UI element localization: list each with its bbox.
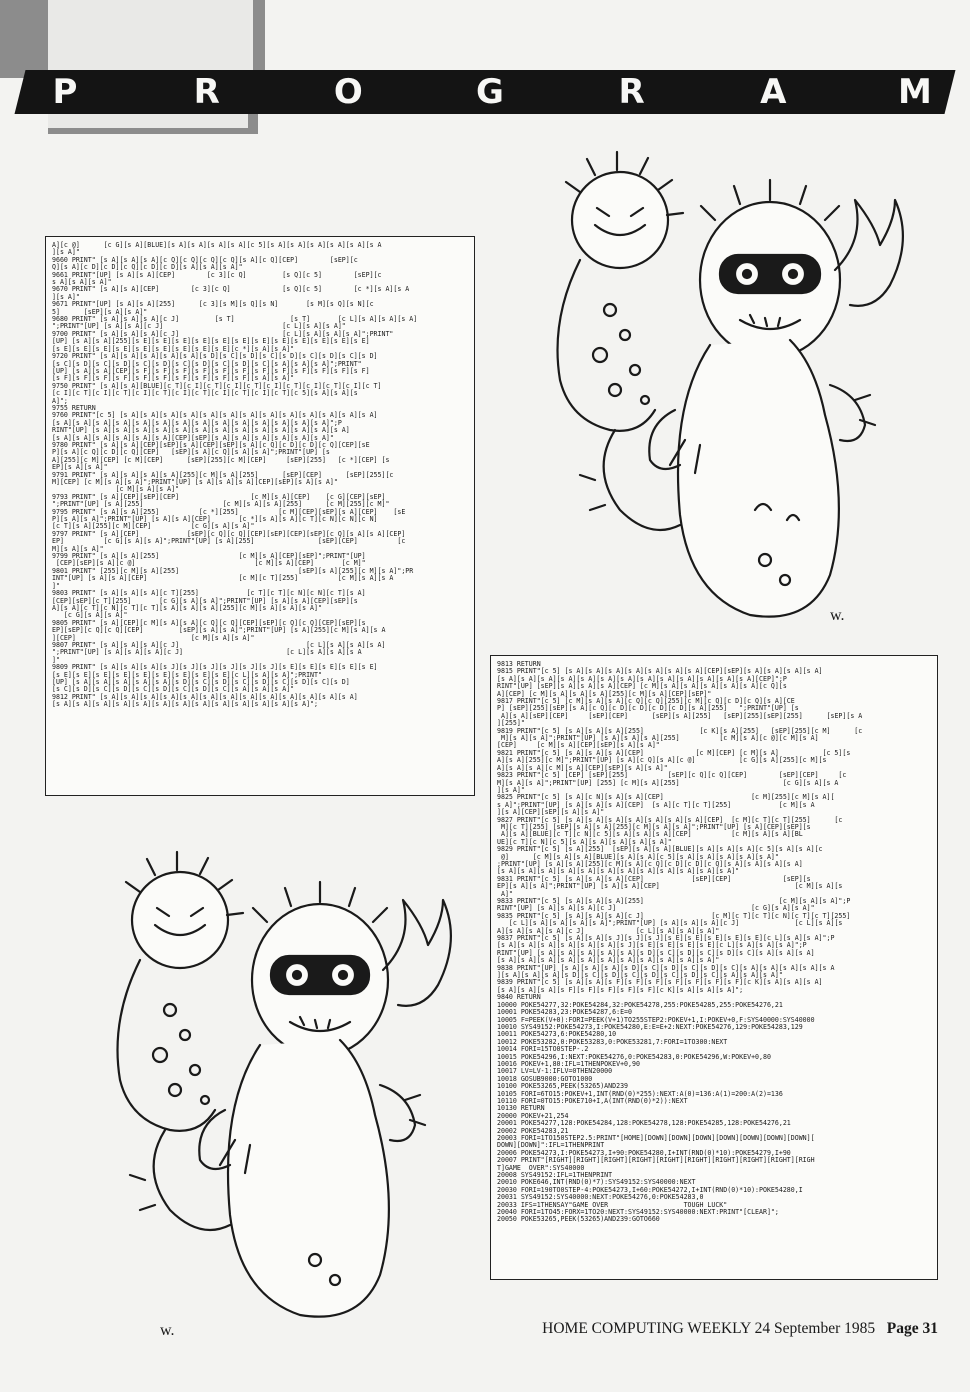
code-line: ;PRINT"[UP] [s A][s A][255][c M][s A][c Q][c D][c D][c Q][s A][s A][s A][s A] [497, 859, 803, 868]
code-line: T]GAME OVER":SYS40000 [497, 1163, 585, 1172]
code-line: 9803 PRINT" [s A][s A][s A][c T][255] [c T][c T][c N][c N][c T][s A] [52, 589, 366, 598]
banner-letter: M [898, 72, 932, 112]
code-line: 10110 FORI=0TO15:POKE710+I,A(INT(RND(0)*2)):NEXT [497, 1096, 688, 1105]
code-line: A][s A][s A][c M][s A][CEP][sEP][s A][s A]" [497, 763, 668, 772]
code-line: [c M][s A][s A]" [52, 485, 180, 494]
code-line: 9812 PRINT" [s A][s A][s A][s A][s A][s A][s A][s A][s A][s A][s A][s A][s A] [52, 692, 358, 701]
code-line: EP][sEP][c Q][c Q][CEP] [sEP][s A][s A]";PRINT"[UP] [s A][255][c M][s A][s A [52, 626, 386, 635]
code-line: M][s A][s A]";PRINT"[UP] [s A][s A][s A][255] [c M][s A][c @][c M][s A] [497, 734, 819, 743]
code-line: [UP] [s A][s A][255][s E][s E][s E][s E][s E][s E][s E][s E][s E][s E][s E][s E] [52, 337, 370, 346]
code-line: 20031 SYS49152:SYS40000:NEXT:POKE54276,0:POKE54283,0 [497, 1193, 704, 1202]
code-line: 10010 SYS49152:POKE54273,I:POKE54280,E:E=E+2:NEXT:POKE54276,129:POKE54283,129 [497, 1022, 803, 1031]
code-line: ";PRINT"[UP] [s A][s A][s A][c J] [c L][s A][s A][s A [52, 648, 362, 657]
code-line: A][s A][c T][c N][c T][c T][s A][s A][s A][255][c M][s A][s A][s A]" [52, 603, 322, 612]
code-line: P][s A][c Q][c D][c Q][CEP] [sEP][s A][c Q][s A][s A]";PRINT"[UP] [s [52, 448, 330, 457]
code-line: RINT"[UP] [s A][s A][s A][c J] [c G][s A][s A]" [497, 904, 815, 913]
code-line: ][255]" [497, 719, 525, 728]
banner-letter: G [476, 72, 504, 112]
code-line: [s C][s D][s C][s D][s C][s D][s C][s D][s C][s D][s C][s A][s A][s A]";PRINT" [52, 359, 362, 368]
code-line: 9821 PRINT"[c 5] [s A][s A][s A][CEP] [c M][CEP] [c M][s A] [c 5][s [497, 748, 851, 757]
code-line: M][s A][s A]" [52, 544, 104, 553]
code-line: [s A][s A][s A][s A][s A][s A][s A][s A][s A][s A][s A][s A][s A][s A]";P [52, 418, 342, 427]
code-line: 20050 POKE53265,PEEK(53265)AND239:GOTO660 [497, 1215, 660, 1224]
code-line: 9750 PRINT" [s A][s A][BLUE][c T][c I][c T][c I][c T][c I][c T][c I][c T][c I][c T] [52, 381, 382, 390]
code-line: ][s A][CEP][sEP][s A][s A]" [497, 808, 605, 817]
banner-letter: P [52, 72, 78, 112]
code-line: UE][c T][c N][c 5][s A][s A][s A][s A][s A]" [497, 837, 672, 846]
code-line: 20001 POKE54277,128:POKE54284,128:POKE54278,128:POKE54285,128:POKE54276,21 [497, 1119, 791, 1128]
code-line: RINT"[UP] [sEP][s A][s A][s A][CEP] [c M][s A][s A][s A][s A][s A][c Q][s [497, 682, 787, 691]
banner-letter: R [193, 72, 220, 112]
code-line: [UP] [s A][s A][CEP][s F][s F][s F][s F][s F][s F][s F][s F][s F][s F][s F][s F] [52, 366, 370, 375]
page-footer [498, 1320, 938, 1338]
code-line: Q][s A][c D][c D][c Q][c D][c D][s A][s A][s A]" [52, 263, 243, 272]
code-line: 10018 GOSUB9000:GOTO1000 [497, 1074, 593, 1083]
code-line: 9670 PRINT" [s A][s A][CEP] [c 3][c Q] [s Q][c 5] [c *][s A][s A [52, 285, 410, 294]
code-line: 9835 PRINT"[c 5] [s A][s A][s A][c J] [c M][c T][c T][c N][c T][c T][255] [497, 911, 851, 920]
code-line: A]"; [52, 396, 68, 405]
code-line: 10130 RETURN [497, 1104, 545, 1113]
basic-listing-right [490, 655, 938, 1280]
code-line: 9837 PRINT"[c 5] [s A][s A][s J][s J][s J][s E][s E][s E][s E][s E][c L][s A][s A]";P [497, 934, 835, 943]
code-line: M][s A][s A]";PRINT"[UP] [255] [c M][s A][255] [c G][s A][s A [497, 778, 839, 787]
code-line: 9671 PRINT"[UP] [s A][s A][255] [c 3][s M][s Q][s N] [s M][s Q][s N][c [52, 300, 374, 309]
code-line: P] [sEP][255][sEP][s A][c Q][c D][c D][c D][c D][s A][255] ";PRINT"[UP] [s [497, 704, 799, 713]
code-line: 9809 PRINT" [s A][s A][s A][s J][s J][s J][s J][s J][s J][s E][s E][s E][s E][s E] [52, 663, 378, 672]
code-line: RINT"[UP] [s A][s A][s A][s A][s A][s D][s C][s D][s C][s D][s C][s A][s A][s A] [497, 948, 815, 957]
code-line: 9801 PRINT" [255][c M][s A][255] [sEP][s A][255][c M][s A]";PR [52, 566, 414, 575]
code-line: 9823 PRINT"[c 5] [CEP] [sEP][255] [sEP][c Q][c Q][CEP] [sEP][CEP] [c [497, 771, 847, 780]
code-line: [s E][s E][s E][s E][s E][s E][s E][s E][s E][c L][s A][s A]";PRINT" [52, 670, 322, 679]
code-line: M][c T][255] [sEP][s A][s A][255][c M][s A][s A]";PRINT"[UP] [s A][CEP][sEP][s [497, 822, 811, 831]
code-line: 20003 FORI=1TO150STEP2.5:PRINT"[HOME][DOWN][DOWN][DOWN][DOWN][DOWN][DOWN][DOWN][ [497, 1134, 815, 1142]
code-line: 9813 RETURN [497, 660, 541, 668]
banner-letter: O [333, 72, 363, 112]
code-line: 20033 IFS=1THENSAY"GAME OVER TOUGH LUCK" [497, 1200, 728, 1209]
code-line: 9661 PRINT"[UP] [s A][s A][CEP] [c 3][c Q] [s Q][c 5] [sEP][c [52, 270, 382, 279]
banner-letter: R [618, 72, 645, 112]
code-line: 10100 POKE53265,PEEK(53265)AND239 [497, 1082, 629, 1091]
code-line: [CEP] [c M][s A][CEP][sEP][s A][s A]" [497, 741, 660, 750]
code-line: ][s A]" [497, 785, 525, 794]
code-line: [CEP][sEP][s A][c @] [c M][s A][CEP] [c M]" [52, 559, 366, 568]
code-line: 9805 PRINT" [s A][CEP][c M][s A][s A][c Q][c Q][CEP][sEP][c Q][c Q][CEP][sEP][s [52, 618, 366, 627]
code-line: 9797 PRINT" [s A][CEP] [sEP][c Q][c Q][CEP][sEP][CEP][sEP][c Q][s A][s A][CEP] [52, 529, 406, 538]
code-line: [s C][s D][s C][s D][s C][s D][s C][s D][s C][s A][s A][s A]" [52, 685, 295, 694]
code-line: 10016 POKEV+1,80:IFL=1THENPOKEV+0,90 [497, 1059, 640, 1068]
code-line: 9760 PRINT"[c 5] [s A][s A][s A][s A][s A][s A][s A][s A][s A][s A][s A][s A][s A] [52, 411, 378, 420]
code-line: M][CEP] [c M][s A][s A]";PRINT"[UP] [s A][s A][s A][CEP][sEP][s A][s A]" [52, 478, 338, 486]
code-line: 9819 PRINT"[c 5] [s A][s A][s A][255] [c K][s A][255] [sEP][255][c M] [c [497, 726, 863, 735]
code-line: [UP] [s A][s A][s A][s A][s A][s D][s C][s D][s C][s D][s C][s D][s C][s D] [52, 677, 350, 686]
code-line: [s A][s A][s A][s A][s A][s A][CEP][sEP][s A][s A][s A][s A][s A][s A]" [52, 433, 334, 442]
code-line: 9833 PRINT"[c 5] [s A][s A][s A][255] [c M][s A][s A]";P [497, 897, 851, 905]
page-number: Page 31 [886, 1320, 938, 1337]
code-line: EP][s A][s A]";PRINT"[UP] [s A][s A][CEP] [c M][s A][s [497, 882, 843, 891]
code-line: 9815 PRINT"[c 5] [s A][s A][s A][s A][s A][s A][s A][CEP][sEP][s A][s A][s A][s A] [497, 667, 823, 676]
code-line: 20002 POKE54283,21 [497, 1126, 569, 1135]
code-line: [s E][s E][s E][s E][s E][s E][s E][s E][s E][c *][s A][s A]" [52, 344, 295, 353]
code-line: [c I][c T][c I][c T][c I][c T][c I][c T][c I][c T][c I][c T][c 5][s A][s A][s [52, 389, 358, 398]
code-line: EP][s A][s A]" [52, 463, 108, 472]
code-line: [s A][s A][s A][s A][s A][s A][s A][s A][s A][s A][s A][s A][s A][CEP]";P [497, 674, 787, 683]
monster-illustration-top [525, 100, 925, 640]
publication-name: HOME COMPUTING WEEKLY 24 September 1985 [542, 1320, 876, 1337]
code-line: [CEP][sEP][c T][255] [c G][s A][s A]";PRINT"[UP] [s A][s A][CEP][sEP][s [52, 596, 358, 605]
code-line: 9780 PRINT" [s A][s A][CEP][sEP][s A][CEP][sEP][s A][c Q][c D][c D][c Q][CEP][sE [52, 440, 370, 449]
code-line: 9660 PRINT" [s A][s A][s A][c Q][c Q][c Q][c Q][s A][c Q][CEP] [sEP][c [52, 255, 358, 264]
code-line: s A]";PRINT"[UP] [s A][s A][s A][CEP] [s A][c T][c T][255] [c M][s A [497, 800, 815, 809]
code-line: 20040 FORI=1TO45:FORX=1TO20:NEXT:SYS49152:SYS40000:NEXT:PRINT"[CLEAR]"; [497, 1208, 779, 1217]
code-line: 10015 POKE54296,I:NEXT:POKE54276,0:POKE54283,0:POKE54296,W:POKEV+0,80 [497, 1052, 771, 1061]
code-line: A][255][c M][CEP] [c M][CEP] [sEP][255][c M][CEP] [sEP][255] [c *][CEP] [s [52, 455, 390, 464]
monster-illustration-bottom [85, 810, 465, 1350]
code-line: 9831 PRINT"[c 5] [s A][s A][s A][CEP] [sEP][CEP] [sEP][s [497, 874, 811, 883]
code-line: 10000 POKE54277,32:POKE54284,32:POKE54278,255:POKE54285,255:POKE54276,21 [497, 1000, 783, 1009]
code-line: A][c @] [c G][s A][BLUE][s A][s A][s A][s A][c 5][s A][s A][s A][s A][s A][s A [52, 241, 382, 249]
code-line: 5] [sEP][s A][s A]" [52, 307, 148, 316]
code-line: RINT"[UP] [s A][s A][s A][s A][s A][s A][s A][s A][s A][s A][s A][s A][s A] [52, 426, 350, 435]
code-line: 9838 PRINT"[UP] [s A][s A][s A][s D][s C][s D][s C][s D][s C][s A][s A][s A][s A][s A [497, 963, 835, 972]
code-line: A][s A][s A][s A][c J] [c L][s A][s A][s A]" [497, 926, 720, 935]
code-line: P][s A][s A]";PRINT"[UP] [s A][s A][CEP] [c *][s A][s A][c T][c N][c N][c N] [52, 515, 378, 524]
code-line: A][s A][BLUE][c T][c N][c 5][s A][s A][s A][CEP] [c M][s A][s A][BL [497, 830, 803, 839]
code-line: 10014 FORI=15TO0STEP-.2 [497, 1045, 589, 1054]
code-line: [s A][s A][s A][s A][s A][s A][s J][s E][s E][s E][s E][c L][s A][s A][s A]";P [497, 941, 807, 950]
code-line: 9795 PRINT" [s A][s A][255] [c *][255] [c M][CEP][sEP][s A][CEP] [sE [52, 507, 406, 516]
code-line: ][CEP] [c M][s A][s A]" [52, 633, 255, 642]
code-line: 10011 POKE54273,6:POKE54280,10 [497, 1030, 617, 1039]
code-line: [s A][s A][s A][s F][s F][s F][s F][s F][c K][s A][s A][s A]"; [497, 985, 744, 994]
code-line: DOWN][DOWN]":IFL=1THENPRINT [497, 1141, 605, 1150]
code-line: ";PRINT"[UP] [s A][255] [c M][s A][s A][255] [c M][255][c M]" [52, 500, 390, 509]
code-line: [c T][s A][255][c M][CEP] [c G][s A][s A]" [52, 522, 255, 531]
code-line: 9791 PRINT" [s A][s A][s A][s A][255][c M][s A][255] [sEP][CEP] [sEP][255][c [52, 470, 394, 479]
code-line: ][s A][s A][s A][s D][s C][s D][s C][s D][s C][s D][s C][s A][s A][s A]" [497, 971, 783, 980]
code-line: A][CEP] [c M][s A][s A][s A][255][c M][s A][CEP][sEP]" [497, 689, 712, 698]
code-line: 10005 F=PEEK(V+0):FORI=PEEK(V+1)TO255STEP2:POKEV+1,I:POKEV+0,F:SYS40000:SYS40000 [497, 1015, 815, 1024]
code-line: [s A][s A][s A][s A][s A][s A][s A][s A][s A][s A][s A]" [497, 956, 720, 965]
code-line: ]" [52, 581, 60, 590]
code-line: 9839 PRINT"[c 5] [s A][s A][s F][s F][s F][s F][s F][s F][s F][c K][s A][s A][s A] [497, 978, 823, 987]
code-line: s A][s A][s A]" [52, 278, 112, 287]
code-line: 20010 POKE646,INT(RND(0)*7):SYS49152:SYS40000:NEXT [497, 1178, 696, 1187]
code-line: 9840 RETURN [497, 993, 541, 1002]
code-line: ][s A]" [52, 248, 80, 257]
code-line: 20030 FORI=190TO0STEP-4:POKE54273,I+60:POKE54272,I+INT(RND(0)*10):POKE54280,I [497, 1185, 803, 1194]
banner-letter: A [760, 72, 787, 112]
code-line: 20007 PRINT"[RIGHT][RIGHT][RIGHT][RIGHT][RIGHT][RIGHT][RIGHT][RIGHT][RIGHT][RIGH [497, 1156, 815, 1165]
code-line: [c G][s A][s A]" [52, 611, 128, 620]
code-line: 10105 FORI=6TO15:POKEV+1,INT(RND(0)*255):NEXT:A(0)=136:A(1)=200:A(2)=136 [497, 1089, 783, 1098]
code-line: EP] [c G][s A][s A]";PRINT"[UP] [s A][255] [sEP][CEP] [c [52, 537, 406, 546]
code-line: 9793 PRINT" [s A][CEP][sEP][CEP] [c M][s A][CEP] [c G][CEP][sEP] [52, 492, 386, 501]
code-line: 9817 PRINT"[c 5] [c M][s A][s A][c Q][c Q][255][c M][c Q][c D][c Q][s A][CE [497, 697, 795, 706]
code-line: INT"[UP] [s A][s A][CEP] [c M][c T][255] [c M][s A][s A [52, 574, 394, 583]
code-line: 9700 PRINT" [s A][s A][s A][c J] [c L][s A][s A][s A]";PRINT" [52, 329, 394, 338]
code-line: A][s A][sEP][CEP] [sEP][CEP] [sEP][s A][255] [sEP][255][sEP][255] [sEP][s A [497, 711, 863, 720]
svg-text:w.: w. [830, 607, 845, 624]
code-line: ][s A]" [52, 292, 80, 301]
code-line: ";PRINT"[UP] [s A][s A][c J] [c L][s A][s A]" [52, 322, 346, 331]
header-corner-inner [48, 0, 253, 70]
code-line: 10017 LV=LV-1:IFLV=0THEN20000 [497, 1067, 613, 1076]
code-line: [s F][s F][s F][s F][s F][s F][s F][s F][s F][s F][s A][s A]" [52, 374, 295, 383]
code-line: 20000 POKEV+21,254 [497, 1111, 569, 1120]
code-line: [c L][s A][s A][s A][s A]";PRINT"[UP] [s A][s A][s A][c J] [c L][s A][s [497, 919, 843, 928]
code-line: 9799 PRINT" [s A][s A][255] [c M][s A][CEP][sEP]";PRINT"[UP] [52, 552, 366, 561]
code-line: 10012 POKE53282,0:POKE53283,0:POKE53281,7:FORI=1TO300:NEXT [497, 1037, 728, 1046]
code-line: [s A][s A][s A][s A][s A][s A][s A][s A][s A][s A][s A][s A]" [497, 867, 740, 876]
code-line: 9720 PRINT" [s A][s A][s A][s A][s A][s D][s C][s D][s C][s D][s C][s D][s C][s D] [52, 352, 378, 361]
code-line: ]" [52, 655, 60, 664]
code-line: 20006 POKE54273,I:POKE54273,I+90:POKE54280,I+INT(RND(0)*10):POKE54279,I+90 [497, 1148, 791, 1157]
code-line: @] [c M][s A][s A][BLUE][s A][s A][c 5][s A][s A][s A][s A][s A]" [497, 852, 779, 861]
header-corner-shadow-inner [48, 114, 248, 128]
code-line: [s A][s A][s A][s A][s A][s A][s A][s A][s A][s A][s A][s A][s A]"; [52, 700, 318, 709]
code-line: 9825 PRINT"[c 5] [s A][c N][s A][s A][CEP] [c M][255][c M][s A][ [497, 793, 835, 802]
code-line: 10001 POKE54283,23:POKE54287,6:E=0 [497, 1008, 632, 1017]
code-line: 20008 SYS49152:IFL=1THENPRINT [497, 1171, 613, 1180]
svg-text:w.: w. [160, 1322, 175, 1339]
code-line: 9807 PRINT" [s A][s A][s A][c J] [c L][s A][s A][s A] [52, 640, 386, 649]
code-line: 9680 PRINT" [s A][s A][s A][c J] [s T] [s T] [c L][s A][s A][s A] [52, 315, 418, 324]
code-line: 9755 RETURN [52, 403, 96, 412]
code-line: A]" [497, 889, 513, 898]
code-line: A][s A][255][c M]";PRINT"[UP] [s A][c Q][s A][c @] [c G][s A][255][c M][s [497, 756, 827, 765]
basic-listing-left [45, 236, 475, 796]
code-line: 9827 PRINT"[c 5] [s A][s A][s A][s A][s A][s A][s A][CEP] [c M][c T][c T][255] [c [497, 815, 843, 824]
code-line: 9829 PRINT"[c 5] [s A][255] [sEP][s A][s A][BLUE][s A][s A][s A][c 5][s A][s A][c [497, 845, 823, 854]
